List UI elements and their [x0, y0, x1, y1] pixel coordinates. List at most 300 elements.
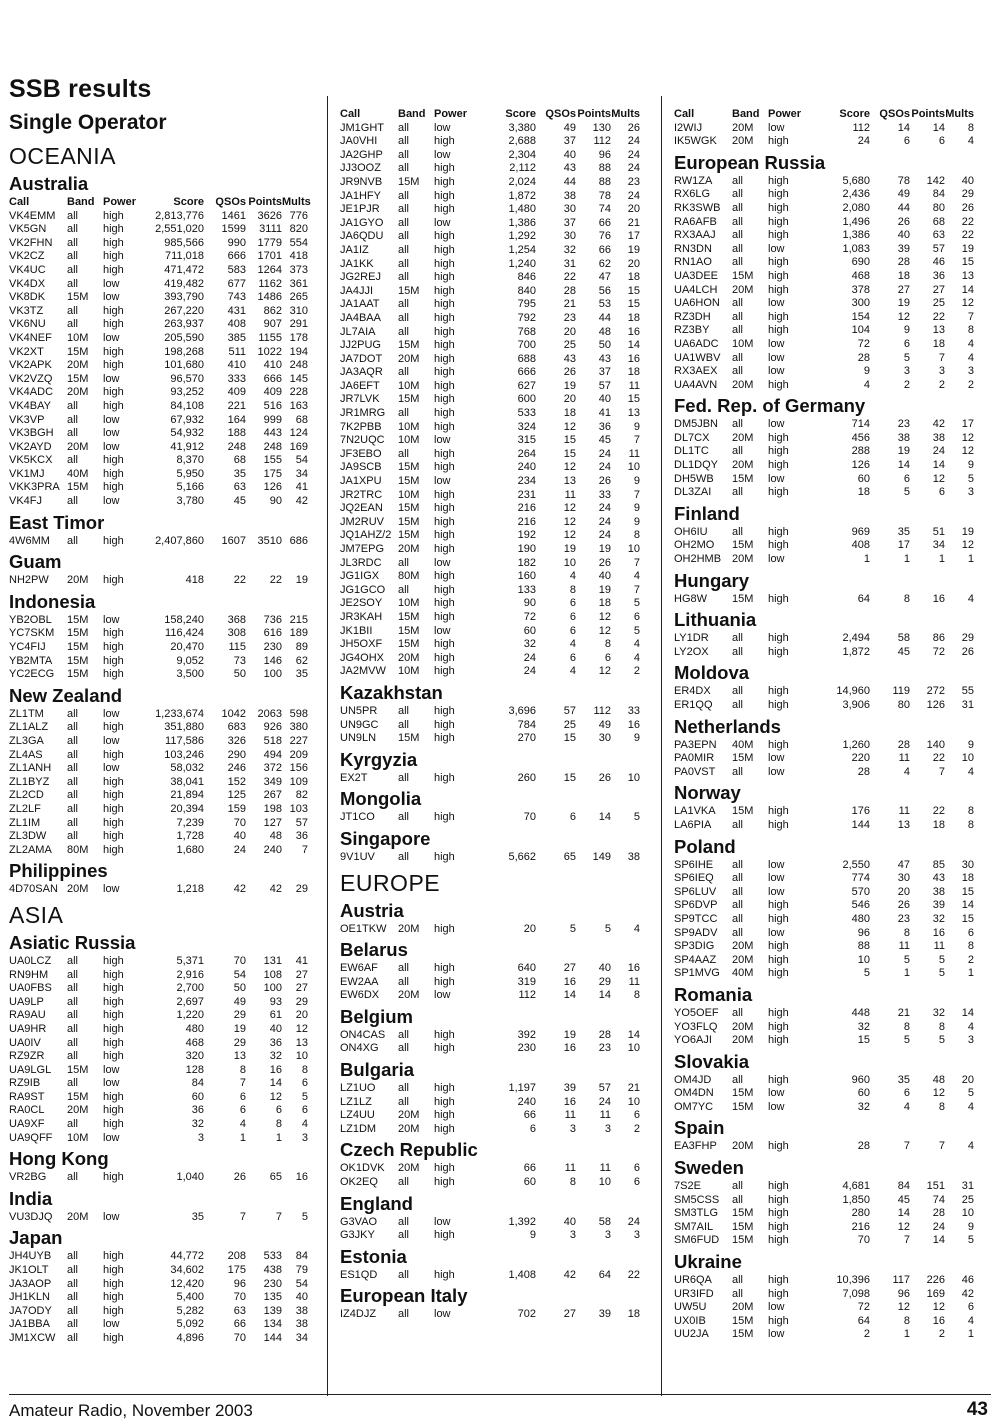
cell-points: 11 — [599, 1109, 611, 1122]
cell-score: 288 — [851, 445, 870, 458]
cell-score: 7,239 — [176, 816, 204, 829]
cell-call: ON4CAS — [340, 1028, 386, 1041]
cell-score: 126 — [851, 459, 870, 472]
cell-qsos: 4 — [569, 665, 576, 678]
table-row — [674, 859, 980, 873]
cell-band: 20M — [732, 1140, 754, 1153]
cell-power: high — [434, 298, 455, 311]
cell-qsos: 16 — [563, 1042, 576, 1055]
cell-call: VK4NEF — [9, 331, 52, 344]
cell-band: 15M — [67, 654, 89, 667]
cell-band: 15M — [732, 269, 754, 282]
cell-call: PA0MIR — [674, 752, 715, 765]
table-row — [9, 735, 311, 749]
table-row — [9, 1037, 311, 1051]
cell-power: high — [434, 1229, 455, 1242]
cell-points: 8 — [938, 1020, 945, 1033]
cell-band: all — [67, 982, 79, 995]
cell-points: 7 — [938, 1140, 945, 1153]
cell-points: 5 — [938, 967, 945, 980]
results-table — [9, 1211, 311, 1225]
cell-call: VK2FHN — [9, 236, 53, 249]
table-row — [9, 291, 311, 305]
cell-points: 14 — [932, 459, 945, 472]
cell-score: 3,696 — [508, 704, 536, 717]
cell-mults: 194 — [289, 345, 308, 358]
page-subtitle: Single Operator — [9, 111, 167, 134]
table-row — [9, 386, 311, 400]
cell-mults: 26 — [627, 121, 640, 134]
cell-points: 2 — [938, 1328, 945, 1341]
results-table — [674, 175, 980, 393]
cell-score: 2,813,776 — [155, 209, 204, 222]
cell-points: 3 — [604, 1229, 611, 1242]
cell-score: 774 — [851, 872, 870, 885]
cell-score: 240 — [517, 461, 536, 474]
table-row — [340, 1082, 642, 1096]
cell-qsos: 44 — [897, 201, 910, 214]
cell-call: OK2EQ — [340, 1176, 378, 1189]
cell-power: high — [434, 189, 455, 202]
cell-mults: 4 — [633, 922, 640, 935]
cell-power: high — [103, 223, 124, 236]
cell-score: 88 — [857, 940, 870, 953]
cell-band: all — [732, 912, 744, 925]
cell-qsos: 54 — [233, 968, 246, 981]
cell-mults: 8 — [967, 805, 974, 818]
cell-points: 74 — [598, 203, 611, 216]
cell-power: low — [434, 989, 451, 1002]
cell-score: 103,246 — [164, 748, 204, 761]
cell-power: high — [768, 1220, 789, 1233]
results-table — [9, 614, 311, 682]
cell-qsos: 8 — [569, 1176, 576, 1189]
cell-call: VK4BAY — [9, 399, 51, 412]
cell-points: 16 — [932, 592, 945, 605]
cell-qsos: 18 — [563, 407, 576, 420]
cell-mults: 14 — [961, 1006, 974, 1019]
cell-qsos: 683 — [227, 721, 246, 734]
cell-qsos: 29 — [233, 1036, 246, 1049]
cell-score: 1,254 — [508, 243, 536, 256]
cell-points: 78 — [598, 189, 611, 202]
cell-qsos: 13 — [897, 818, 910, 831]
cell-power: low — [434, 216, 451, 229]
cell-power: low — [103, 1210, 120, 1223]
cell-call: UA9HR — [9, 1022, 47, 1035]
cell-power: high — [103, 1171, 124, 1184]
cell-call: JK1BII — [340, 624, 373, 637]
cell-power: high — [434, 638, 455, 651]
table-row — [674, 739, 980, 753]
cell-call: G3VAO — [340, 1215, 378, 1228]
cell-call: JA9SCB — [340, 461, 382, 474]
results-table — [9, 535, 311, 549]
cell-mults: 10 — [295, 1050, 308, 1063]
cell-mults: 16 — [627, 352, 640, 365]
cell-score: 702 — [517, 1308, 536, 1321]
cell-points: 38 — [932, 431, 945, 444]
cell-call: JG2REJ — [340, 271, 381, 284]
cell-qsos: 11 — [898, 805, 910, 818]
cell-points: 12 — [598, 665, 611, 678]
cell-band: 20M — [67, 386, 89, 399]
table-row — [674, 445, 980, 459]
cell-score: 2,436 — [842, 188, 870, 201]
cell-qsos: 45 — [233, 495, 246, 508]
cell-points: 518 — [263, 735, 282, 747]
cell-band: all — [67, 802, 79, 815]
table-row — [340, 162, 642, 176]
cell-score: 28 — [857, 351, 870, 364]
cell-power: high — [434, 271, 455, 284]
cell-points: 999 — [263, 413, 282, 426]
cell-band: 40M — [732, 967, 754, 980]
cell-band: all — [398, 1229, 410, 1242]
cell-mults: 27 — [295, 968, 308, 981]
cell-power: high — [434, 325, 455, 338]
cell-points: 42 — [932, 418, 945, 431]
cell-band: all — [398, 1215, 410, 1228]
cell-call: JL7AIA — [340, 325, 376, 338]
table-row — [674, 122, 980, 136]
results-table — [340, 1082, 642, 1136]
cell-qsos: 73 — [233, 654, 246, 667]
cell-band: 10M — [398, 488, 420, 501]
cell-mults: 19 — [961, 242, 974, 255]
cell-mults: 24 — [627, 1215, 640, 1228]
cell-qsos: 27 — [897, 283, 910, 296]
cell-mults: 10 — [627, 461, 640, 474]
cell-band: all — [398, 271, 410, 284]
cell-call: JA0VHI — [340, 135, 378, 148]
table-row — [9, 1077, 311, 1091]
cell-qsos: 78 — [897, 174, 910, 187]
cell-call: JA2MVW — [340, 665, 386, 678]
cell-score: 9 — [863, 365, 870, 378]
cell-qsos: 6 — [569, 610, 576, 623]
cell-qsos: 6 — [239, 1090, 246, 1103]
table-row — [674, 297, 980, 311]
table-row — [340, 543, 642, 557]
table-row — [340, 570, 642, 584]
cell-power: high — [434, 135, 455, 148]
cell-power: high — [768, 953, 789, 966]
table-row — [674, 1274, 980, 1288]
results-table — [340, 1269, 642, 1283]
results-table — [674, 1180, 980, 1248]
cell-score: 190 — [517, 543, 536, 555]
cell-power: low — [103, 707, 120, 720]
table-row — [340, 448, 642, 462]
cell-band: all — [67, 707, 79, 720]
table-row — [340, 1229, 642, 1243]
cell-score: 10 — [857, 953, 870, 966]
cell-mults: 84 — [295, 1250, 308, 1263]
cell-power: high — [768, 1314, 789, 1327]
cell-power: high — [434, 1028, 455, 1041]
continent-heading: ASIA — [9, 901, 64, 928]
cell-call: RN3DN — [674, 242, 712, 255]
cell-power: high — [103, 668, 124, 681]
cell-call: ZL1BYZ — [9, 775, 50, 788]
cell-qsos: 50 — [233, 982, 246, 995]
cell-power: high — [768, 188, 789, 201]
cell-score: 176 — [851, 805, 870, 818]
cell-call: JA1IZ — [340, 243, 369, 256]
country-heading: Singapore — [340, 827, 431, 849]
cell-points: 68 — [932, 215, 945, 228]
table-row — [674, 526, 980, 540]
cell-score: 104 — [851, 324, 870, 337]
cell-power: high — [768, 269, 789, 282]
cell-band: all — [67, 1291, 79, 1304]
cell-score: 2,024 — [508, 175, 536, 188]
cell-score: 3,500 — [176, 668, 204, 681]
cell-mults: 8 — [301, 1063, 308, 1076]
table-row — [340, 719, 642, 733]
cell-qsos: 84 — [897, 1180, 910, 1193]
table-row — [674, 379, 980, 393]
cell-power: high — [768, 1207, 789, 1220]
cell-score: 1,680 — [176, 843, 204, 856]
cell-call: VK4FJ — [9, 495, 43, 508]
country-heading: Poland — [674, 835, 736, 857]
cell-score: 90 — [523, 597, 536, 610]
cell-band: all — [67, 454, 79, 467]
table-row — [674, 967, 980, 981]
cell-mults: 26 — [961, 645, 974, 658]
cell-band: 15M — [398, 624, 420, 637]
country-heading: Philippines — [9, 860, 108, 882]
cell-qsos: 15 — [563, 732, 576, 745]
country-heading: Asiatic Russia — [9, 931, 136, 953]
cell-mults: 40 — [295, 1291, 308, 1304]
cell-band: all — [67, 534, 79, 547]
cell-band: 10M — [398, 597, 420, 610]
cell-mults: 22 — [961, 215, 974, 228]
table-row — [340, 597, 642, 611]
cell-qsos: 666 — [227, 250, 246, 263]
cell-score: 112 — [518, 989, 536, 1002]
cell-qsos: 12 — [563, 461, 576, 474]
cell-mults: 14 — [961, 283, 974, 296]
cell-qsos: 22 — [563, 271, 576, 284]
cell-mults: 9 — [633, 732, 640, 745]
table-header — [340, 108, 642, 122]
country-heading: Fed. Rep. of Germany — [674, 395, 866, 417]
table-row — [9, 1091, 311, 1105]
cell-points: 736 — [263, 613, 282, 626]
cell-points: 8 — [938, 1100, 945, 1113]
cell-points: 862 — [263, 304, 282, 317]
cell-qsos: 290 — [227, 748, 246, 761]
cell-points: 151 — [926, 1180, 945, 1193]
table-row — [340, 611, 642, 625]
cell-call: IZ4DJZ — [340, 1308, 377, 1321]
cell-mults: 10 — [961, 752, 974, 765]
cell-power: high — [768, 229, 789, 242]
cell-points: 10 — [598, 1176, 611, 1189]
cell-score: 5,282 — [176, 1304, 204, 1317]
cell-call: UA0FBS — [9, 982, 52, 995]
cell-mults: 21 — [627, 216, 640, 229]
cell-score: 41,912 — [170, 440, 204, 453]
cell-mults: 25 — [961, 1193, 974, 1206]
cell-points: 272 — [926, 685, 945, 698]
table-row — [674, 646, 980, 660]
cell-band: all — [398, 1268, 410, 1281]
cell-power: high — [103, 789, 124, 802]
cell-call: RX3AEX — [674, 365, 718, 378]
header-mults: Mults — [945, 108, 974, 120]
cell-band: all — [398, 243, 410, 256]
cell-points: 23 — [598, 1042, 611, 1055]
cell-points: 39 — [932, 899, 945, 912]
cell-points: 1264 — [257, 263, 282, 276]
cell-mults: 15 — [961, 885, 974, 898]
cell-points: 18 — [598, 597, 611, 610]
cell-points: 410 — [263, 359, 282, 372]
cell-qsos: 5 — [903, 953, 910, 966]
cell-band: 15M — [398, 339, 420, 352]
cell-score: 1,197 — [508, 1082, 536, 1095]
cell-points: 666 — [263, 372, 282, 385]
cell-call: JM2RUV — [340, 515, 385, 528]
cell-band: all — [732, 1180, 744, 1193]
cell-qsos: 15 — [563, 434, 576, 447]
cell-call: OH2MO — [674, 539, 715, 552]
cell-qsos: 21 — [563, 298, 576, 311]
cell-power: high — [434, 502, 455, 515]
country-heading: Romania — [674, 983, 753, 1005]
cell-qsos: 9 — [903, 324, 910, 337]
cell-call: JM1XCW — [9, 1332, 56, 1344]
cell-mults: 22 — [961, 229, 974, 242]
cell-call: JR7LVK — [340, 393, 380, 406]
table-row — [674, 872, 980, 886]
cell-call: VK4UC — [9, 263, 46, 276]
cell-call: JA3AQR — [340, 366, 383, 379]
cell-qsos: 11 — [898, 940, 910, 953]
cell-qsos: 70 — [233, 1291, 246, 1304]
cell-band: all — [67, 721, 79, 734]
cell-qsos: 19 — [897, 297, 910, 310]
cell-mults: 30 — [961, 858, 974, 871]
cell-points: 533 — [263, 1250, 282, 1263]
results-table — [340, 1162, 642, 1189]
cell-power: high — [103, 954, 124, 967]
cell-mults: 5 — [633, 811, 640, 824]
cell-power: high — [434, 583, 455, 596]
cell-power: high — [434, 1176, 455, 1189]
cell-mults: 79 — [295, 1264, 308, 1277]
cell-band: 10M — [398, 379, 420, 392]
results-table — [674, 632, 980, 659]
cell-power: high — [434, 1042, 455, 1055]
cell-call: YC4FIJ — [9, 641, 46, 654]
table-row — [9, 830, 311, 844]
cell-band: all — [398, 189, 410, 202]
cell-power: low — [768, 351, 785, 364]
cell-call: ZL3DW — [9, 830, 47, 843]
cell-power: low — [103, 413, 120, 426]
cell-score: 15 — [857, 1034, 870, 1047]
cell-qsos: 409 — [227, 386, 246, 399]
cell-band: all — [398, 718, 410, 731]
cell-points: 1 — [275, 1131, 282, 1144]
cell-score: 2,494 — [842, 632, 870, 645]
cell-qsos: 117 — [892, 1274, 910, 1287]
cell-score: 700 — [517, 339, 536, 352]
cell-band: 15M — [67, 481, 89, 494]
cell-qsos: 248 — [227, 440, 246, 453]
cell-band: all — [732, 418, 744, 431]
cell-points: 1162 — [258, 277, 282, 290]
country-heading: Lithuania — [674, 609, 757, 631]
cell-qsos: 1461 — [221, 209, 246, 222]
cell-points: 19 — [598, 543, 611, 555]
cell-points: 443 — [263, 427, 282, 440]
cell-qsos: 125 — [227, 789, 246, 802]
cell-band: 20M — [398, 989, 420, 1002]
table-row — [340, 557, 642, 571]
cell-call: UA0IV — [9, 1036, 41, 1049]
cell-mults: 380 — [289, 721, 308, 734]
cell-band: all — [67, 223, 79, 236]
cell-score: 28 — [857, 765, 870, 778]
cell-mults: 209 — [289, 748, 308, 761]
cell-mults: 4 — [967, 1100, 974, 1113]
cell-points: 494 — [263, 748, 282, 761]
cell-points: 16 — [932, 1314, 945, 1327]
cell-points: 25 — [932, 297, 945, 310]
cell-points: 907 — [263, 318, 282, 331]
cell-score: 112 — [852, 121, 870, 134]
cell-points: 169 — [926, 1287, 945, 1300]
cell-power: high — [434, 543, 455, 555]
cell-mults: 9 — [967, 459, 974, 472]
cell-points: 12 — [932, 472, 945, 485]
cell-power: high — [434, 420, 455, 433]
cell-score: 5,371 — [176, 954, 204, 967]
cell-qsos: 23 — [897, 912, 910, 925]
cell-qsos: 221 — [227, 399, 246, 412]
cell-call: JA1HFY — [340, 189, 381, 202]
cell-band: all — [67, 830, 79, 843]
table-row — [340, 1123, 642, 1137]
table-row — [9, 223, 311, 237]
cell-mults: 4 — [967, 1020, 974, 1033]
cell-mults: 228 — [289, 386, 308, 399]
cell-call: JA4BAA — [340, 311, 381, 324]
cell-band: 15M — [732, 752, 754, 765]
cell-score: 66 — [523, 1109, 536, 1122]
cell-points: 39 — [598, 1308, 611, 1321]
cell-power: high — [768, 1073, 789, 1086]
cell-call: UA3DEE — [674, 269, 719, 282]
cell-call: IK5WGK — [674, 135, 717, 148]
cell-score: 6 — [529, 1122, 536, 1135]
table-row — [9, 614, 311, 628]
cell-power: low — [768, 752, 785, 765]
cell-mults: 15 — [961, 256, 974, 269]
cell-points: 33 — [598, 488, 611, 501]
cell-qsos: 20 — [897, 885, 910, 898]
cell-call: OK1DVK — [340, 1162, 385, 1175]
table-row — [674, 699, 980, 713]
cell-band: all — [732, 188, 744, 201]
